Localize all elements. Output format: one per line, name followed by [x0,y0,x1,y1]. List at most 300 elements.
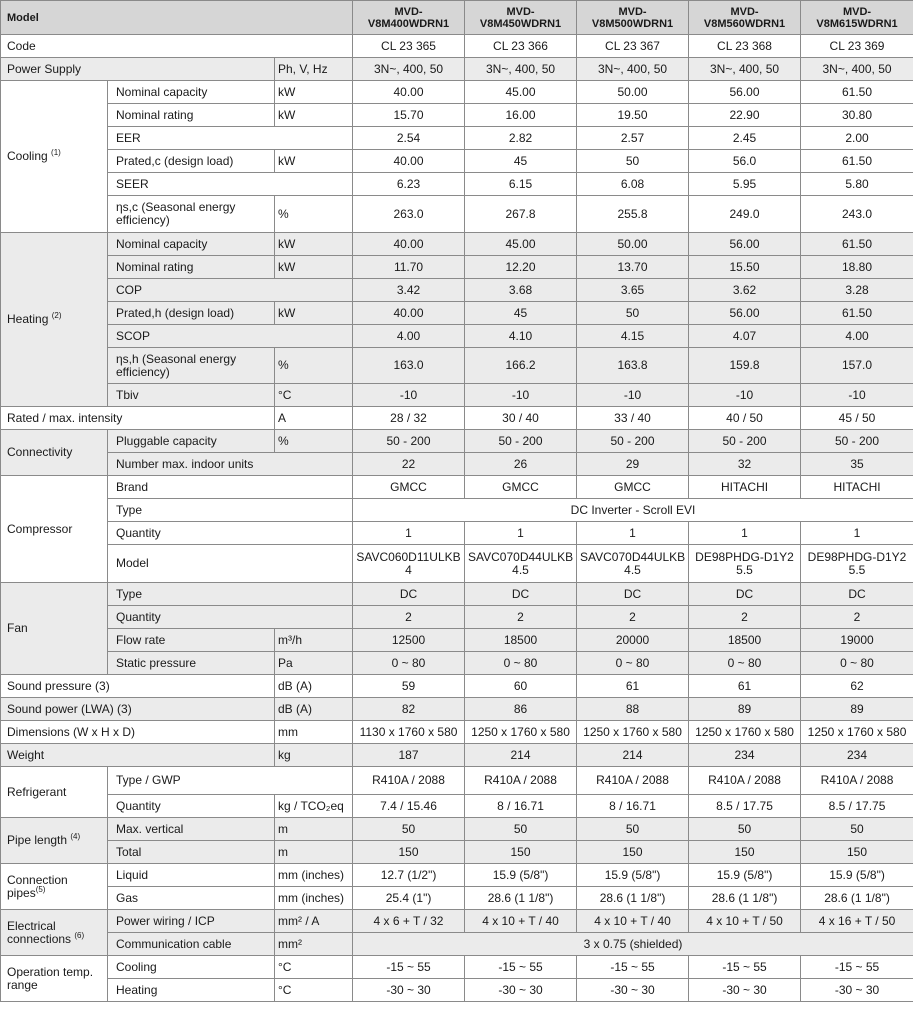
unit-cell: mm (inches) [275,887,353,910]
group-label: connections [7,931,72,946]
cell-value: 1 [801,522,913,545]
cell-value: 15.50 [689,256,801,279]
cell-value: 89 [689,698,801,721]
cell-value: 3N~, 400, 50 [353,58,465,81]
cell-value: 0 ~ 80 [689,652,801,675]
model-line: 4.5 [512,562,529,577]
row-heating-scop [1,325,913,348]
cell-value: 3N~, 400, 50 [801,58,913,81]
cell-value: 150 [577,841,689,864]
row-label: Quantity [108,606,353,629]
unit-cell: % [275,430,353,453]
unit-cell: % [275,196,353,233]
row-label: Max. vertical [108,818,275,841]
cell-value: R410A / 2088 [577,767,689,795]
cell-value: -10 [577,384,689,407]
cell-value: 22.90 [689,104,801,127]
cell-value: DC [689,583,801,606]
cell-value: 3.28 [801,279,913,302]
cell-value: 50 [801,818,913,841]
cell-value: 56.00 [689,302,801,325]
cell-value: GMCC [465,476,577,499]
cell-value: 50 [577,150,689,173]
row-label: ηs,c (Seasonal energy efficiency) [108,196,275,233]
row-label: Nominal capacity [108,233,275,256]
cell-value: 163.0 [353,348,465,384]
cell-value: R410A / 2088 [801,767,913,795]
unit-cell: Pa [275,652,353,675]
unit-cell: m [275,818,353,841]
cell-value: R410A / 2088 [353,767,465,795]
row-compressor-model [1,545,913,583]
row-label: SEER [108,173,353,196]
cell-value: 187 [353,744,465,767]
row-fan-static-pressure [1,652,913,675]
cell-value: 163.8 [577,348,689,384]
cell-value [353,545,465,583]
cell-value: 8.5 / 17.75 [689,795,801,818]
cell-value: -30 ~ 30 [577,979,689,1002]
unit-cell: mm [275,721,353,744]
cell-value: 15.9 (5/8") [577,864,689,887]
cell-value: CL 23 365 [353,35,465,58]
row-label: Nominal rating [108,256,275,279]
cell-value: 2.00 [801,127,913,150]
cell-value: 6.08 [577,173,689,196]
model-line: 5.5 [848,562,866,577]
footnote-ref: (4) [70,832,81,841]
cell-value [577,545,689,583]
cell-value [801,545,913,583]
cell-value: 56.00 [689,233,801,256]
group-electrical-connections [1,910,108,956]
model-prefix: MVD- [506,5,535,18]
cell-value: 19.50 [577,104,689,127]
cell-value-merged: DC Inverter - Scroll EVI [353,499,913,522]
group-connectivity: Connectivity [1,430,108,476]
cell-value: 4.00 [353,325,465,348]
cell-value: CL 23 366 [465,35,577,58]
model-name [801,1,913,35]
model-line: SAVC060D11ULKB [356,549,461,564]
unit-cell: kW [275,233,353,256]
cell-value: 3N~, 400, 50 [465,58,577,81]
cell-value: 7.4 / 15.46 [353,795,465,818]
row-cooling-nominal-capacity [1,81,913,104]
cell-value: 1 [353,522,465,545]
group-label: Connection [7,872,68,887]
cell-value: DC [577,583,689,606]
row-label: COP [108,279,353,302]
cell-value: 13.70 [577,256,689,279]
cell-value: 2 [577,606,689,629]
row-max-indoor-units [1,453,913,476]
cell-value: 18500 [689,629,801,652]
model-line: 4 [405,562,412,577]
cell-value: 214 [465,744,577,767]
cell-value: 86 [465,698,577,721]
cell-value: 32 [689,453,801,476]
unit-cell: kW [275,104,353,127]
group-label: Electrical [7,918,56,933]
row-sound-power [1,698,913,721]
header-row [1,1,913,35]
model-code: V8M500WDRN1 [591,17,674,30]
cell-value: R410A / 2088 [689,767,801,795]
row-code [1,35,913,58]
cell-value: 12.20 [465,256,577,279]
cell-value: 82 [353,698,465,721]
cell-value: 234 [689,744,801,767]
cell-value: 59 [353,675,465,698]
model-name [577,1,689,35]
row-cooling-seer [1,173,913,196]
row-label: EER [108,127,353,150]
cell-value: 50 [353,818,465,841]
row-label: Power wiring / ICP [108,910,275,933]
unit-cell: kg [275,744,353,767]
cell-value: 1 [689,522,801,545]
model-line: SAVC070D44ULKB [468,549,574,564]
cell-value: 50 - 200 [353,430,465,453]
cell-value: -30 ~ 30 [689,979,801,1002]
cell-value: 12500 [353,629,465,652]
cell-value: 50 - 200 [577,430,689,453]
row-label: Type [108,583,353,606]
model-line: SAVC070D44ULKB [580,549,686,564]
unit-cell: kW [275,81,353,104]
cell-value: 1250 x 1760 x 580 [801,721,913,744]
cell-value: 61.50 [801,81,913,104]
cell-value: 50 [577,302,689,325]
row-pipe-liquid [1,864,913,887]
unit-cell: kW [275,302,353,325]
cell-value: 56.0 [689,150,801,173]
cell-value: 2.45 [689,127,801,150]
cell-value: 89 [801,698,913,721]
group-heating [1,233,108,407]
unit-cell: kg / TCO₂eq [275,795,353,818]
cell-value: 159.8 [689,348,801,384]
row-refrigerant-quantity [1,795,913,818]
model-prefix: MVD- [842,5,872,18]
row-operation-cooling [1,956,913,979]
cell-value: 4 x 10 + T / 40 [465,910,577,933]
cell-value: 8.5 / 17.75 [801,795,913,818]
cell-value: 28 / 32 [353,407,465,430]
cell-value: 11.70 [353,256,465,279]
cell-value: 2 [353,606,465,629]
cell-value: -15 ~ 55 [465,956,577,979]
row-label: Heating [108,979,275,1002]
cell-value: 28.6 (1 1/8") [801,887,913,910]
row-label: Brand [108,476,353,499]
row-heating-nominal-rating [1,256,913,279]
cell-value: 50 [465,818,577,841]
cell-value: 56.00 [689,81,801,104]
cell-value: 62 [801,675,913,698]
cell-value: 61 [689,675,801,698]
cell-value: 150 [465,841,577,864]
cell-value: 214 [577,744,689,767]
cell-value: 12.7 (1/2") [353,864,465,887]
cell-value: 5.80 [801,173,913,196]
cell-value: 61.50 [801,302,913,325]
row-heating-nominal-capacity [1,233,913,256]
cell-value: 45 [465,302,577,325]
group-label: Operation temp. [7,964,94,979]
row-fan-flow-rate [1,629,913,652]
cell-value: 6.15 [465,173,577,196]
cell-value: 18500 [465,629,577,652]
row-refrigerant-type [1,767,913,795]
row-pipe-gas [1,887,913,910]
row-heating-cop [1,279,913,302]
cell-value: 6.23 [353,173,465,196]
cell-value: 1250 x 1760 x 580 [689,721,801,744]
unit-cell: dB (A) [275,698,353,721]
model-line: 5.5 [736,562,753,577]
group-label: range [7,977,38,992]
cell-value: 33 / 40 [577,407,689,430]
cell-value: 1 [577,522,689,545]
model-code: V8M560WDRN1 [703,17,786,30]
row-compressor-type [1,499,913,522]
cell-value: 2 [801,606,913,629]
cell-value: HITACHI [801,476,913,499]
row-label: Sound pressure (3) [1,675,275,698]
group-label: Pipe length [7,833,68,847]
cell-value: 18.80 [801,256,913,279]
row-cooling-prated [1,150,913,173]
cell-value: CL 23 369 [801,35,913,58]
unit-cell: °C [275,384,353,407]
cell-value: 40 / 50 [689,407,801,430]
cell-value: 40.00 [353,150,465,173]
model-code: V8M400WDRN1 [367,17,450,30]
row-label: Type [108,499,353,522]
group-compressor: Compressor [1,476,108,583]
group-operation-temp-range [1,956,108,1002]
row-cooling-nominal-rating [1,104,913,127]
model-header: Model [1,1,353,35]
cell-value: -10 [465,384,577,407]
unit-cell: % [275,348,353,384]
group-refrigerant: Refrigerant [1,767,108,818]
cell-value: GMCC [577,476,689,499]
cell-value: -30 ~ 30 [801,979,913,1002]
row-compressor-quantity [1,522,913,545]
row-sound-pressure [1,675,913,698]
unit-cell: dB (A) [275,675,353,698]
row-label: SCOP [108,325,353,348]
model-line: 4.5 [624,562,641,577]
row-label: Prated,h (design load) [108,302,275,325]
unit-cell: mm (inches) [275,864,353,887]
cell-value: 0 ~ 80 [353,652,465,675]
cell-value: 1 [465,522,577,545]
row-cooling-eer [1,127,913,150]
group-label: Cooling [7,149,48,163]
group-fan: Fan [1,583,108,675]
cell-value: 3.62 [689,279,801,302]
row-label: Power Supply [1,58,275,81]
cell-value: 50 [577,818,689,841]
cell-value: -10 [689,384,801,407]
cell-value: 61.50 [801,233,913,256]
cell-value-merged: 3 x 0.75 (shielded) [353,933,913,956]
cell-value: -15 ~ 55 [689,956,801,979]
cell-value: DC [353,583,465,606]
cell-value: 15.9 (5/8") [801,864,913,887]
cell-value: 30 / 40 [465,407,577,430]
cell-value: -30 ~ 30 [353,979,465,1002]
row-heating-seasonal-efficiency [1,348,913,384]
cell-value: 50 - 200 [689,430,801,453]
model-prefix: MVD- [394,5,423,18]
unit-cell: °C [275,979,353,1002]
unit-cell: m³/h [275,629,353,652]
group-label: pipes [7,885,36,900]
row-power-supply [1,58,913,81]
row-communication-cable [1,933,913,956]
footnote-ref: (1) [51,148,61,157]
cell-value: -30 ~ 30 [465,979,577,1002]
model-name [689,1,801,35]
cell-value: 61.50 [801,150,913,173]
row-heating-tbiv [1,384,913,407]
model-line: DE98PHDG-D1Y2 [807,549,907,564]
cell-value: HITACHI [689,476,801,499]
cell-value: 249.0 [689,196,801,233]
unit-cell: kW [275,150,353,173]
row-label: Tbiv [108,384,275,407]
cell-value [465,545,577,583]
group-cooling [1,81,108,233]
cell-value: 1250 x 1760 x 580 [577,721,689,744]
cell-value: 4.10 [465,325,577,348]
group-pipe-length [1,818,108,864]
cell-value: 45 [465,150,577,173]
cell-value: 50 - 200 [465,430,577,453]
row-dimensions [1,721,913,744]
row-label: Prated,c (design load) [108,150,275,173]
model-line: DE98PHDG-D1Y2 [695,549,794,564]
cell-value: 50.00 [577,81,689,104]
cell-value: DC [801,583,913,606]
cell-value: 20000 [577,629,689,652]
cell-value: 45 / 50 [801,407,913,430]
cell-value: 5.95 [689,173,801,196]
unit-cell: °C [275,956,353,979]
cell-value: 4 x 16 + T / 50 [801,910,913,933]
row-label: Quantity [108,522,353,545]
cell-value: 2.54 [353,127,465,150]
model-code: V8M615WDRN1 [816,17,898,30]
cell-value: 255.8 [577,196,689,233]
cell-value: 45.00 [465,81,577,104]
row-label: Number max. indoor units [108,453,353,476]
row-intensity [1,407,913,430]
row-compressor-brand [1,476,913,499]
cell-value: 3.68 [465,279,577,302]
cell-value: 157.0 [801,348,913,384]
cell-value: 29 [577,453,689,476]
cell-value: 3N~, 400, 50 [689,58,801,81]
model-prefix: MVD- [730,5,759,18]
cell-value: 1250 x 1760 x 580 [465,721,577,744]
cell-value: 4 x 6 + T / 32 [353,910,465,933]
row-heating-prated [1,302,913,325]
model-prefix: MVD- [618,5,647,18]
cell-value: 3N~, 400, 50 [577,58,689,81]
cell-value: GMCC [353,476,465,499]
cell-value: 4.00 [801,325,913,348]
row-label: Model [108,545,353,583]
row-power-wiring [1,910,913,933]
cell-value: 30.80 [801,104,913,127]
cell-value: 19000 [801,629,913,652]
cell-value: 15.70 [353,104,465,127]
row-label: ηs,h (Seasonal energy efficiency) [108,348,275,384]
cell-value: 1130 x 1760 x 580 [353,721,465,744]
cell-value: 16.00 [465,104,577,127]
cell-value: 2 [689,606,801,629]
cell-value: CL 23 367 [577,35,689,58]
cell-value: 3.65 [577,279,689,302]
cell-value: 40.00 [353,302,465,325]
cell-value: 8 / 16.71 [577,795,689,818]
cell-value: -10 [353,384,465,407]
cell-value: 22 [353,453,465,476]
row-label: Sound power (LWA) (3) [1,698,275,721]
cell-value: 50 - 200 [801,430,913,453]
model-name [353,1,465,35]
cell-value: 2.82 [465,127,577,150]
cell-value: 150 [353,841,465,864]
unit-cell: mm² / A [275,910,353,933]
cell-value: 61 [577,675,689,698]
cell-value: 88 [577,698,689,721]
cell-value: 50.00 [577,233,689,256]
cell-value: 0 ~ 80 [801,652,913,675]
cell-value: 4.07 [689,325,801,348]
cell-value: 4.15 [577,325,689,348]
unit-cell: kW [275,256,353,279]
cell-value: 150 [801,841,913,864]
cell-value: 0 ~ 80 [465,652,577,675]
row-fan-quantity [1,606,913,629]
cell-value: 234 [801,744,913,767]
cell-value: 26 [465,453,577,476]
row-label: Communication cable [108,933,275,956]
row-label: Total [108,841,275,864]
row-pipe-max-vertical [1,818,913,841]
row-label: Nominal capacity [108,81,275,104]
row-weight [1,744,913,767]
cell-value: CL 23 368 [689,35,801,58]
row-pluggable-capacity [1,430,913,453]
cell-value: 28.6 (1 1/8") [689,887,801,910]
row-pipe-total [1,841,913,864]
unit-cell: Ph, V, Hz [275,58,353,81]
cell-value: 60 [465,675,577,698]
cell-value: 3.42 [353,279,465,302]
row-operation-heating [1,979,913,1002]
row-label: Static pressure [108,652,275,675]
cell-value: 166.2 [465,348,577,384]
cell-value: 15.9 (5/8") [465,864,577,887]
